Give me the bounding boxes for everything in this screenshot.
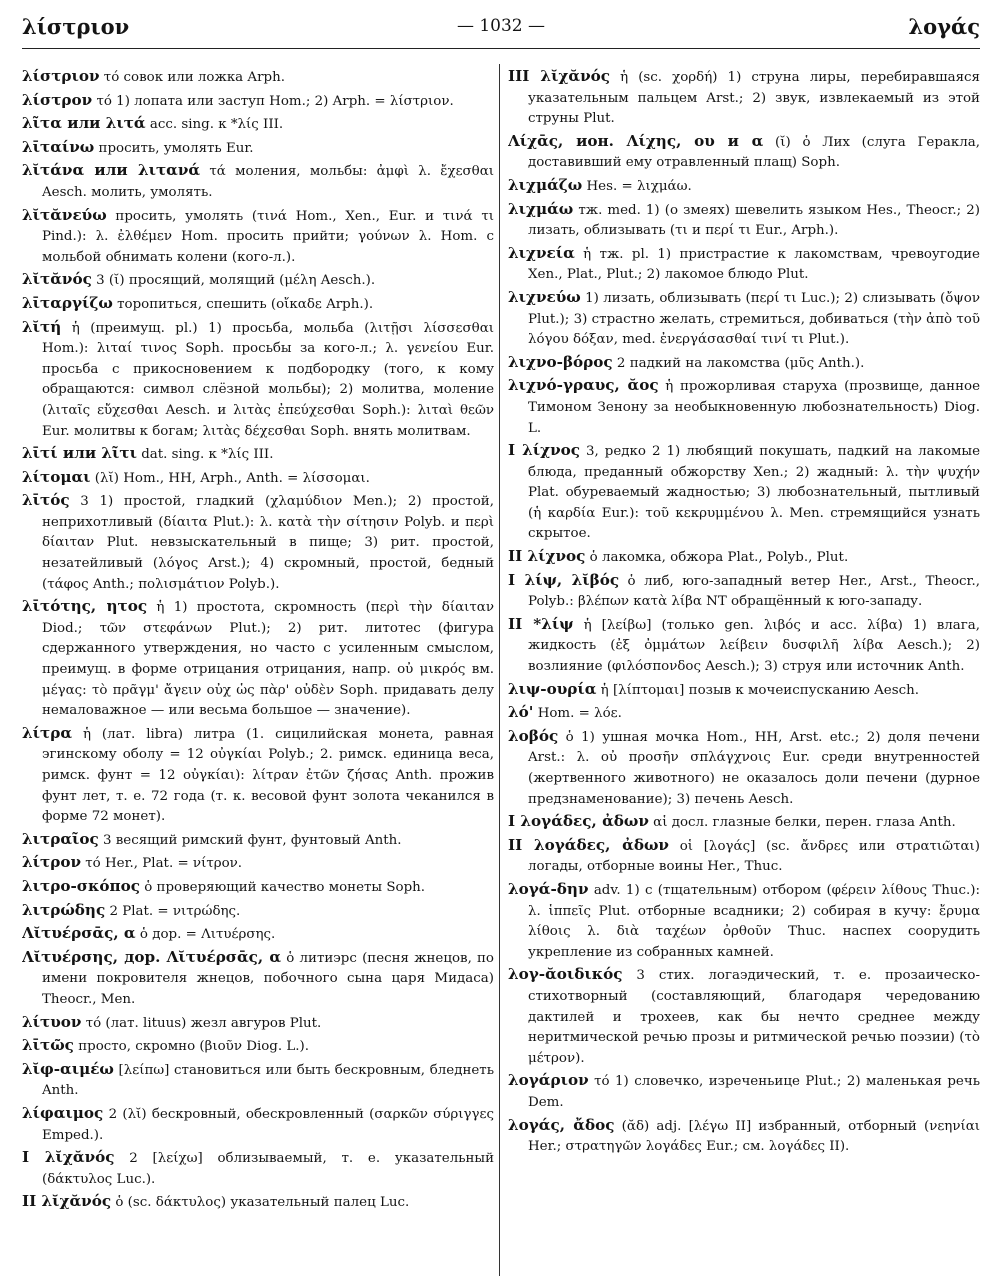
entry-definition: [λείπω] становиться или быть бескровным, бледнеть Anth. <box>42 1062 494 1099</box>
dictionary-entry <box>508 964 980 1069</box>
dictionary-entry <box>22 947 494 1011</box>
entry-definition: торопиться, спешить (οἴκαδε Arph.). <box>112 296 374 312</box>
entry-definition: ὁ литиэрс (песня жнецов, по имени покровителя жнецов, побочного сына царя Мидаса) Theocr., Men. <box>42 950 494 1007</box>
entry-definition: (λῐ) Hom., HH, Arph., Anth. = λίσσομαι. <box>90 470 370 486</box>
dictionary-entry <box>22 160 494 203</box>
right-running-headword: λογάς <box>908 14 980 39</box>
entry-definition: ὁ дор. = Λιτυέρσης. <box>135 927 276 943</box>
dictionary-entry <box>508 66 980 130</box>
entry-definition: ἡ (лат. libra) литра (1. сицилийская монета, равная эгинскому оболу = 12 οὐγκίαι Polyb.; 2. римск. единица веса, римск. фунт = 12 οὐγκίαι): λίτραν ἐτῶν ζήσας Anth. прожив фунт лет, т. е. 72 года (т. к. весовой фунт золота чеканился в форме 72 монет). <box>42 726 494 825</box>
dictionary-entry <box>22 1103 494 1146</box>
entry-headword: λῐτᾰνός <box>22 270 92 289</box>
entry-definition: ἡ прожорливая старуха (прозвище, данное Тимоном Зенону за необыкновенную любознательность) Diog. L. <box>528 379 980 436</box>
dictionary-entry <box>22 443 494 466</box>
entry-headword: λιχνεύω <box>508 287 581 306</box>
entry-headword: λῑτότης, ητος <box>22 597 148 616</box>
dictionary-entry <box>22 293 494 316</box>
entry-headword: λῖτα или λιτά <box>22 114 146 133</box>
entry-headword: III λῐχᾰνός <box>508 67 611 85</box>
entry-headword: λίστρον <box>22 90 93 109</box>
dictionary-entry <box>508 1115 980 1158</box>
dictionary-entry <box>22 1059 494 1102</box>
entry-definition: (ῐ) ὁ Лих (слуга Геракла, доставивший ему отравленный плащ) Soph. <box>528 134 980 171</box>
dictionary-entry <box>22 1012 494 1035</box>
dictionary-entry <box>22 490 494 595</box>
dictionary-entry <box>508 243 980 286</box>
entry-definition: 3 1) простой, гладкий (χλαμύδιον Men.); 2) простой, неприхотливый (δίαιτα Plut.): λ. κατὰ τὴν σίτησιν Polyb. и περὶ δίαιταν Plut. невзыскательный в пище; 3) рит. простой, незатейливый (λόγος Arst.); 4) скромный, простой, бедный (τάφος Anth.; πολισμάτιον Polyb.). <box>42 494 494 592</box>
entry-definition: dat. sing. к *λίς III. <box>136 447 274 463</box>
entry-definition: τά моления, мольбы: ἀμφὶ λ. ἔχεσθαι Aesch. молить, умолять. <box>42 164 494 200</box>
entry-definition: τό 1) лопата или заступ Hom.; 2) Arph. = λίστριον. <box>92 93 454 109</box>
entry-headword: λῑτί или λῖτι <box>22 444 137 463</box>
entry-headword: I λῐχᾰνός <box>22 1148 115 1167</box>
entry-headword: λῑταίνω <box>22 137 95 156</box>
dictionary-entry <box>22 137 494 160</box>
entry-headword: λιχνό-γραυς, ᾰος <box>508 376 659 395</box>
entry-definition: αἱ досл. глазные белки, перен. глаза Anth. <box>648 815 956 831</box>
entry-definition: acc. sing. к *λίς III. <box>145 117 284 133</box>
entry-headword: λῐφ-αιμέω <box>22 1059 114 1078</box>
dictionary-entry <box>22 1191 494 1214</box>
dictionary-entry <box>508 199 980 242</box>
entry-headword: λῑτῶς <box>22 1036 74 1055</box>
entry-headword: λίτρον <box>22 853 81 872</box>
dictionary-entry <box>508 375 980 439</box>
entry-headword: λιχμάω <box>508 199 574 218</box>
dictionary-entry <box>22 113 494 136</box>
entry-definition: Hes. = λιχμάω. <box>582 178 692 194</box>
entry-headword: λογ-ᾰοιδικός <box>508 965 623 984</box>
entry-headword: λογάριον <box>508 1071 589 1090</box>
entry-definition: ἡ (sc. χορδή) 1) струна лиры, перебиравшаяся указательным пальцем Arst.; 2) звук, извлекаемый из этой струны Plut. <box>528 70 980 127</box>
entry-headword: λιχμάζω <box>508 175 583 194</box>
entry-headword: λίτομαι <box>22 467 91 486</box>
entry-definition: просить, умолять (τινά Hom., Xen., Eur. и τινά τι Pind.): λ. ἐλθέμεν Hom. просить прийти; γούνων λ. Hom. с мольбой обнимать колени (кого-л.). <box>42 208 494 265</box>
entry-definition: 2 [λείχω] облизываемый, т. е. указательный (δάκτυλος Luc.). <box>42 1151 494 1187</box>
dictionary-entry <box>508 440 980 545</box>
entry-definition: ἡ [λείβω] (только gen. λιβός и acc. λίβα) 1) влага, жидкость (ἐξ ὀμμάτων λείβειν δυσφιλῆ λίβα Aesch.); 2) возлияние (φιλόσπονδος Aesch.); 3) струя или источник Anth. <box>528 617 980 675</box>
right-column <box>508 66 980 1274</box>
entry-definition: ὁ проверяющий качество монеты Soph. <box>139 879 426 895</box>
entry-definition: τό 1) словечко, изреченьице Plut.; 2) маленькая речь Dem. <box>528 1074 980 1110</box>
entry-headword: λιχνο-βόρος <box>508 352 613 371</box>
entry-definition: ἡ [λίπτομαι] позыв к мочеиспусканию Aesch. <box>596 682 919 698</box>
dictionary-entry <box>508 352 980 375</box>
entry-definition: 2 падкий на лакомства (μῦς Anth.). <box>612 355 865 371</box>
dictionary-entry <box>22 1147 494 1190</box>
entry-headword: λῑτός <box>22 491 70 510</box>
entry-headword: λίστριον <box>22 67 100 85</box>
dictionary-entry <box>22 467 494 490</box>
dictionary-entry <box>508 679 980 702</box>
dictionary-entry <box>22 723 494 828</box>
entry-headword: λίφαιμος <box>22 1103 104 1122</box>
entry-headword: II *λίψ <box>508 614 574 633</box>
entry-definition: 2 (λῐ) бескровный, обескровленный (σαρκῶν σύριγγες Emped.). <box>42 1106 494 1143</box>
entry-definition: ὁ 1) ушная мочка Hom., HH, Arst. etc.; 2) доля печени Arst.: λ. οὐ προσῆν σπλάγχνοις Eur. среди внутренностей (жертвенного животного) не оказалось доли печени (дурное предзнаменование); 3) печень Aesch. <box>528 729 980 807</box>
entry-definition: Hom. = λόε. <box>533 706 622 722</box>
entry-definition: 3 стих. логаэдический, т. е. прозаическо-стихотворный (составляющий, благодаря чередованию дактилей и трохеев, как бы нечто среднее между неритмической речью прозы и ритмической речью поэзии) (τὸ μέτρον). <box>528 968 980 1066</box>
dictionary-entry <box>22 923 494 946</box>
dictionary-entry <box>22 269 494 292</box>
entry-headword: I λίχνος <box>508 441 581 460</box>
page-number: — 1032 — <box>456 16 546 36</box>
dictionary-entry <box>508 570 980 613</box>
dictionary-entry <box>508 811 980 834</box>
entry-headword: Λῐτυέρσης, дор. Λῐτυέρσᾱς, α <box>22 947 282 966</box>
entry-headword: I λίψ, λῐβός <box>508 570 620 589</box>
dictionary-entry <box>22 66 494 89</box>
dictionary-entry <box>22 852 494 875</box>
entry-headword: λιτρώδης <box>22 900 106 919</box>
dictionary-entry <box>508 614 980 678</box>
entry-headword: I λογάδες, ἀδων <box>508 812 649 831</box>
entry-definition: 1) лизать, облизывать (περί τι Luc.); 2) слизывать (ὄψον Plut.); 3) страстно желать, стремиться, добиваться (τὴν ἀπὸ τοῦ λόγου δόξαν, med. ἐνεργάσασθαί τινί τι Plut.). <box>528 290 980 348</box>
entry-definition: ὁ либ, юго-западный ветер Her., Arst., Theocr., Polyb.: βλέπων κατὰ λίβα NT обращённый к юго-западу. <box>528 573 980 610</box>
entry-definition: οἱ [λογάς] (sc. ἄνδρες или στρατιῶται) логады, отборные воины Her., Thuc. <box>528 838 980 875</box>
column-divider <box>499 64 500 1276</box>
entry-definition: ὁ (sc. δάκτυλος) указательный палец Luc. <box>111 1195 410 1211</box>
dictionary-entry <box>508 879 980 963</box>
dictionary-entry <box>22 900 494 923</box>
entry-headword: λῐτᾰνεύω <box>22 205 107 224</box>
entry-definition: τό Her., Plat. = νίτρον. <box>81 856 243 872</box>
entry-headword: Λίχᾱς, ион. Λίχης, ου и α <box>508 131 764 150</box>
dictionary-entry <box>22 876 494 899</box>
dictionary-entry <box>22 596 494 722</box>
entry-headword: II λογάδες, ἀδων <box>508 835 669 854</box>
entry-definition: просто, скромно (βιοῦν Diog. L.). <box>73 1039 310 1055</box>
entry-headword: λό' <box>508 703 534 722</box>
dictionary-entry <box>22 829 494 852</box>
entry-definition: τό совок или ложка Arph. <box>99 70 285 85</box>
dictionary-entry <box>508 726 980 810</box>
dictionary-entry <box>508 702 980 725</box>
entry-definition: (ᾰδ) adj. [λέγω II] избранный, отборный (νεηνίαι Her.; στρατηγῶν λογάδες Eur.; см. λογάδες II). <box>528 1118 980 1155</box>
entry-headword: λῐτή <box>22 317 62 336</box>
dictionary-entry <box>508 1070 980 1113</box>
dictionary-entry <box>508 287 980 351</box>
dictionary-entry <box>508 546 980 569</box>
dictionary-entry <box>22 317 494 443</box>
entry-definition: 3 весящий римский фунт, фунтовый Anth. <box>98 832 402 848</box>
entry-definition: adv. 1) с (тщательным) отбором (φέρειν λίθους Thuc.): λ. ἱππεῖς Plut. отборные всадники; 2) собирая в кучу: ἔρυμα λίθοις λ. διὰ ταχέων ὀρθοῦν Thuc. наспех соорудить укрепление из собранных камней. <box>528 882 980 960</box>
entry-headword: λίτυον <box>22 1012 82 1031</box>
dictionary-entry <box>508 131 980 174</box>
dictionary-entry <box>508 175 980 198</box>
entry-headword: λογάς, ἄδος <box>508 1115 615 1134</box>
dictionary-entry <box>22 205 494 269</box>
entry-headword: λοβός <box>508 726 559 745</box>
entry-definition: 3, редко 2 1) любящий покушать, падкий на лакомые блюда, преданный обжорству Xen.; 2) жадный: λ. τὴν ψυχήν Plat. обуреваемый жадностью; 3) любознательный, пытливый (ἡ καρδία Eur.): τοῦ κεκρυμμένου λ. Men. стремящийся узнать скрытое. <box>528 444 980 542</box>
entry-definition: ἡ тж. pl. 1) пристрастие к лакомствам, чревоугодие Xen., Plat., Plut.; 2) лакомое блюдо Plut. <box>528 246 980 283</box>
entry-definition: τό (лат. lituus) жезл авгуров Plut. <box>81 1015 322 1031</box>
dictionary-entry <box>508 835 980 878</box>
page-header <box>22 14 980 48</box>
entry-definition: ὁ лакомка, обжора Plat., Polyb., Plut. <box>585 550 849 566</box>
entry-headword: II λίχνος <box>508 547 586 566</box>
entry-headword: II λῐχᾰνός <box>22 1192 112 1211</box>
dictionary-entry <box>22 90 494 113</box>
entry-headword: λιψ-ουρία <box>508 679 597 698</box>
entry-definition: тж. med. 1) (о змеях) шевелить языком Hes., Theocr.; 2) лизать, облизывать (τι и περί τι Eur., Arph.). <box>528 202 980 239</box>
entry-headword: λιτραῖος <box>22 829 99 848</box>
header-rule <box>22 48 980 49</box>
entry-definition: просить, умолять Eur. <box>94 140 254 156</box>
entry-headword: λῐτάνα или λιτανά <box>22 161 201 180</box>
entry-definition: 2 Plat. = νιτρώδης. <box>105 903 241 919</box>
entry-headword: λογά-δην <box>508 879 589 898</box>
left-running-headword: λίστριον <box>22 14 130 39</box>
entry-definition: ἡ 1) простота, скромность (περὶ τὴν δίαιταν Diod.; τῶν στεφάνων Plut.); 2) рит. литотес (фигура сдержанного утверждения, но часто с усиленным смыслом, преимущ. в форме отрицания отрицания, напр. οὐ μικρός вм. μέγας: τὸ πρᾶγμ' ἄγειν οὐχ ὡς πὰρ' οὐδὲν Soph. придавать делу немаловажное — или весьма большое — значение). <box>42 600 494 719</box>
entry-definition: 3 (ῐ) просящий, молящий (μέλη Aesch.). <box>91 273 376 289</box>
left-column <box>22 66 494 1274</box>
entry-headword: λίτρα <box>22 723 73 742</box>
entry-definition: ἡ (преимущ. pl.) 1) просьба, мольба (λιτῇσι λίσσεσθαι Hom.): λιταί τινος Soph. просьбы за кого-л.; λ. γενείου Eur. просьба с прикосновением к подбородку (того, к кому обращаются: символ слёзной мольбы); 2) молитва, моление (λιταῖς εὔχεσθαι Aesch. и λιτὰς ἐπεύχεσθαι Soph.): λιταὶ θεῶν Eur. молитвы к богам; λιτὰς δέχεσθαι Soph. внять молитвам. <box>42 320 494 439</box>
entry-headword: Λῐτυέρσᾱς, α <box>22 924 136 943</box>
dictionary-entry <box>22 1035 494 1058</box>
entry-headword: λῑταργίζω <box>22 293 113 312</box>
entry-headword: λιχνεία <box>508 243 575 262</box>
entry-headword: λιτρο-σκόπος <box>22 876 140 895</box>
